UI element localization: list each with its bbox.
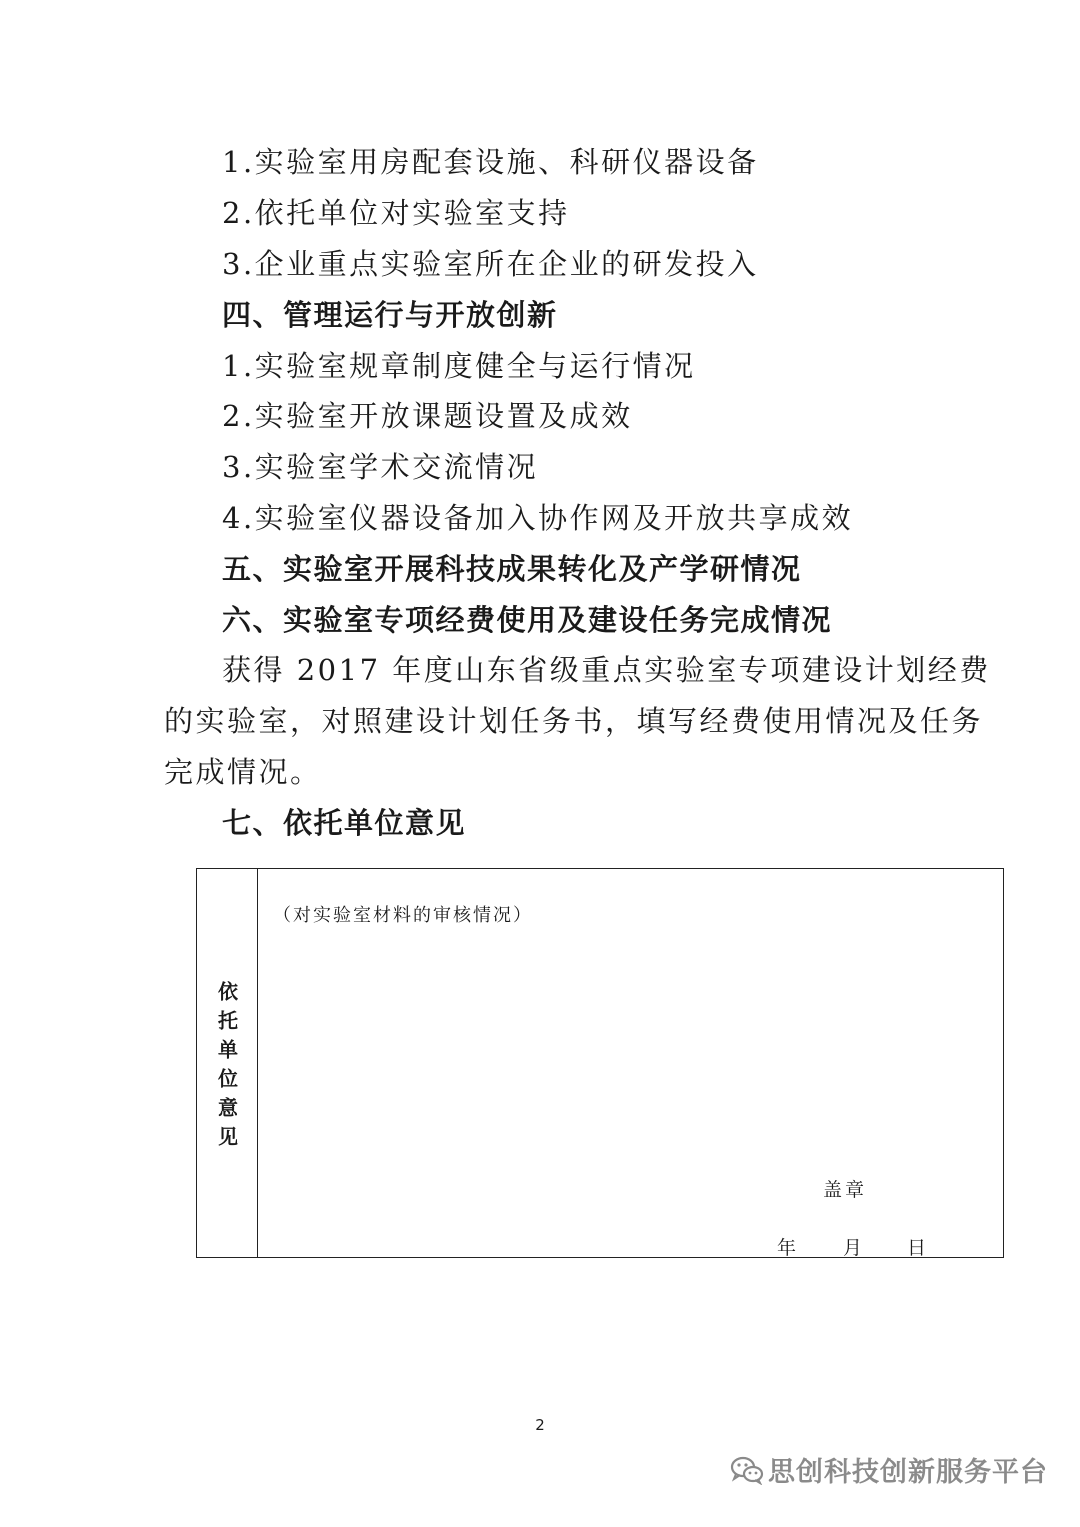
section-heading-4: 四、管理运行与开放创新 — [222, 298, 558, 332]
watermark — [730, 1450, 1048, 1489]
section-heading-6: 六、实验室专项经费使用及建设任务完成情况 — [222, 603, 833, 637]
list-item-academic-exchange: 3.实验室学术交流情况 — [222, 450, 539, 484]
list-item-rd-investment: 3.企业重点实验室所在企业的研发投入 — [222, 247, 759, 281]
host-opinion-table — [196, 868, 1004, 1258]
paragraph-line-2: 的实验室，对照建设计划任务书，填写经费使用情况及任务 — [164, 704, 984, 738]
review-hint: （对实验室材料的审核情况） — [273, 905, 533, 926]
date-month-label: 月 — [843, 1237, 863, 1259]
paragraph-line-1: 获得 2017 年度山东省级重点实验室专项建设计划经费 — [222, 653, 991, 687]
paragraph-line-3: 完成情况。 — [164, 755, 322, 789]
section-heading-5: 五、实验室开展科技成果转化及产学研情况 — [222, 552, 802, 586]
date-day-label: 日 — [907, 1237, 927, 1259]
host-opinion-label-cell — [197, 869, 258, 1257]
wechat-icon — [730, 1455, 764, 1485]
watermark-text: 思创科技创新服务平台 — [768, 1457, 1048, 1488]
date-year-label: 年 — [777, 1237, 797, 1259]
page-number: 2 — [535, 1416, 545, 1434]
list-item-regulations: 1.实验室规章制度健全与运行情况 — [222, 349, 696, 383]
section-heading-7: 七、依托单位意见 — [222, 806, 467, 840]
seal-label: 盖章 — [823, 1179, 868, 1201]
list-item-host-support: 2.依托单位对实验室支持 — [222, 196, 570, 230]
list-item-facilities: 1.实验室用房配套设施、科研仪器设备 — [222, 145, 759, 179]
list-item-equipment-sharing: 4.实验室仪器设备加入协作网及开放共享成效 — [222, 501, 854, 535]
host-opinion-label: 依托单位意见 — [214, 981, 239, 1155]
list-item-open-topics: 2.实验室开放课题设置及成效 — [222, 399, 633, 433]
